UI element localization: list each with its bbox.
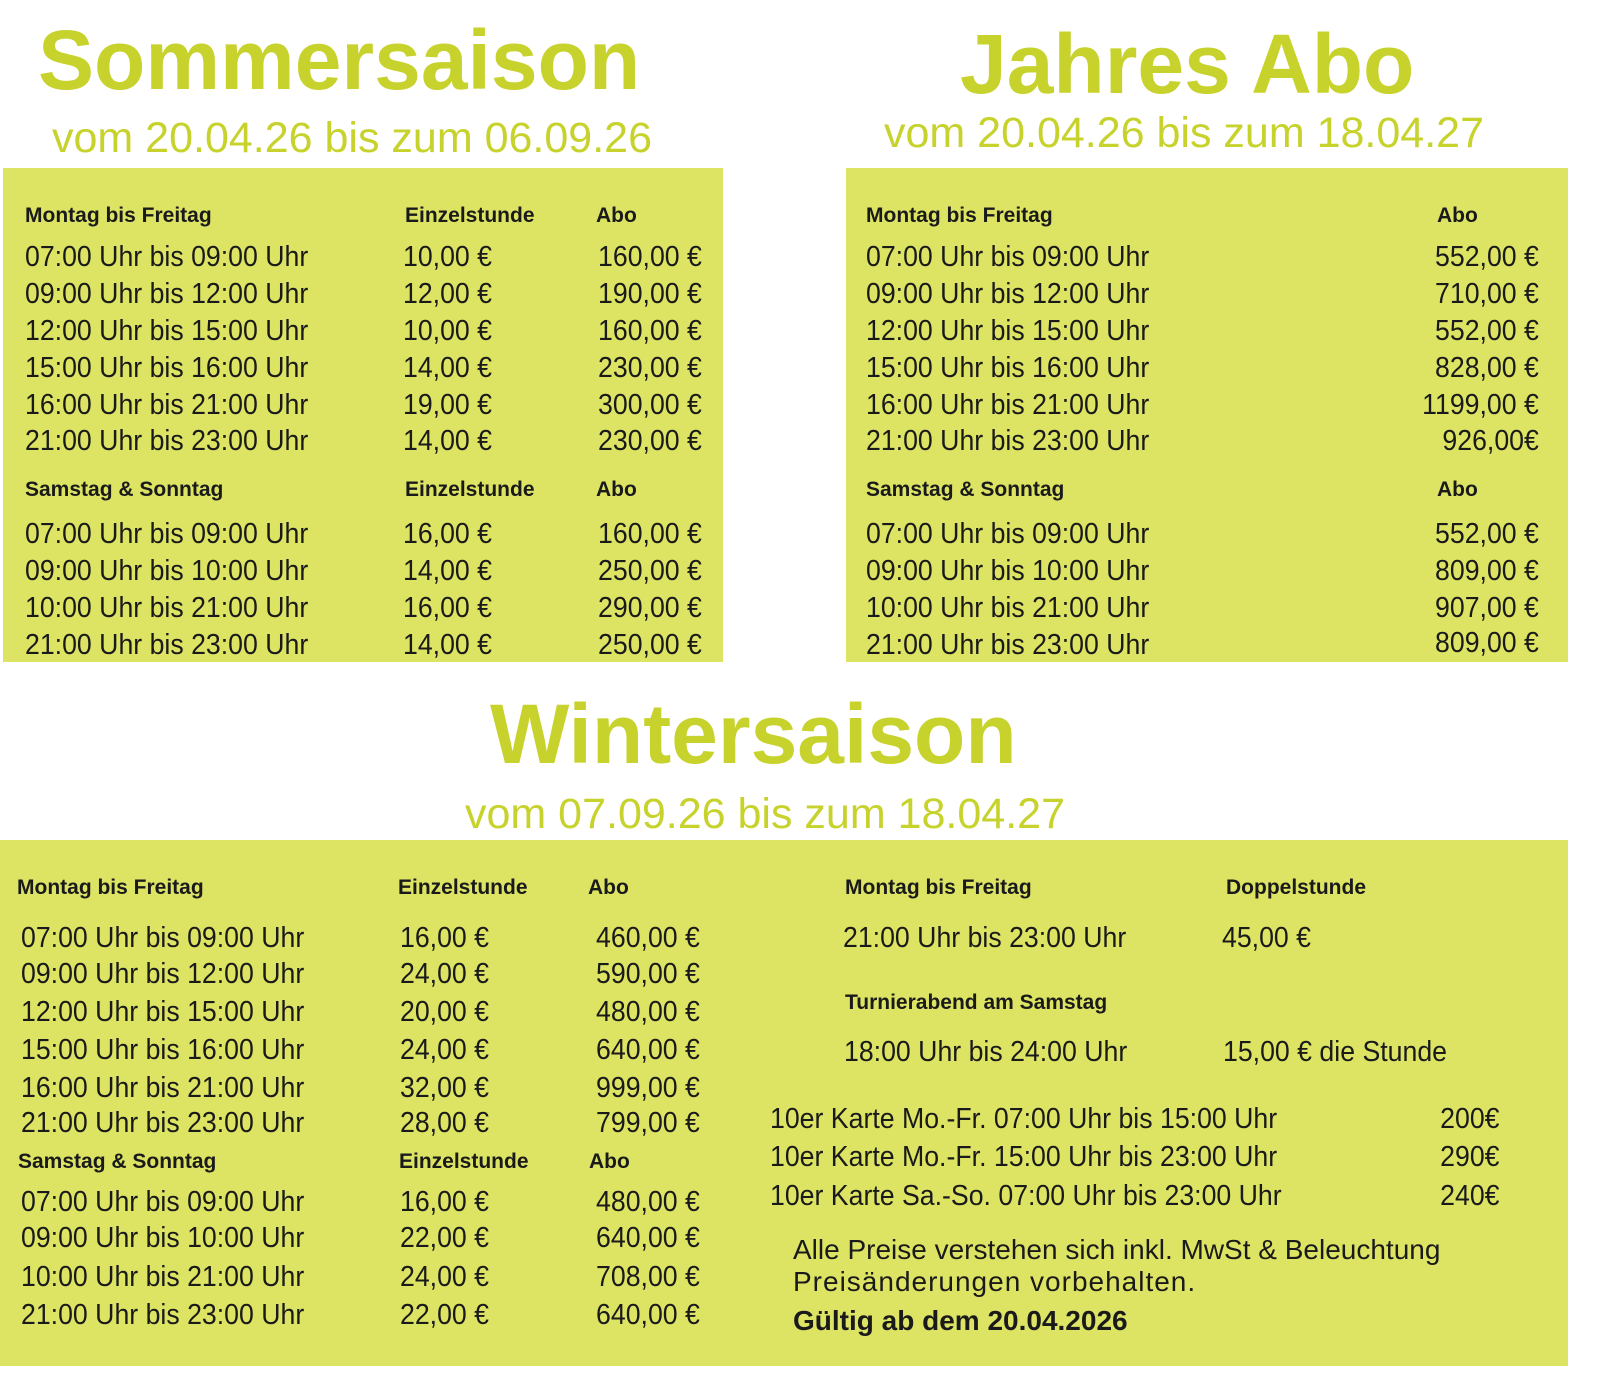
sommer-weekend-abo: 290,00 €: [598, 592, 702, 624]
winter-weekday-single-header: Einzelstunde: [398, 876, 528, 899]
jahres-weekday-time: 12:00 Uhr bis 15:00 Uhr: [866, 315, 1150, 347]
jahres-weekend-time: 09:00 Uhr bis 10:00 Uhr: [866, 555, 1150, 587]
winter-weekend-abo-header: Abo: [589, 1150, 630, 1173]
sommer-weekday-abo-header: Abo: [596, 204, 637, 227]
sommersaison-period: vom 20.04.26 bis zum 06.09.26: [52, 114, 652, 162]
sommer-weekend-abo-header: Abo: [596, 478, 637, 501]
winter-double-header: Doppelstunde: [1226, 876, 1366, 899]
jahres-weekday-abo: 926,00€: [1442, 425, 1539, 457]
winter-weekend-time: 10:00 Uhr bis 21:00 Uhr: [21, 1261, 305, 1293]
sommer-weekday-time: 21:00 Uhr bis 23:00 Uhr: [25, 425, 309, 457]
winter-weekday-time: 16:00 Uhr bis 21:00 Uhr: [21, 1072, 305, 1104]
sommer-weekend-single: 14,00 €: [403, 629, 493, 661]
winter-weekday-abo: 590,00 €: [596, 958, 700, 990]
sommer-weekday-abo: 190,00 €: [598, 278, 702, 310]
winter-weekday-time: 15:00 Uhr bis 16:00 Uhr: [21, 1034, 305, 1066]
winter-weekend-abo: 640,00 €: [596, 1222, 700, 1254]
winter-card-price: 240€: [1440, 1180, 1500, 1212]
sommer-weekday-time: 09:00 Uhr bis 12:00 Uhr: [25, 278, 309, 310]
winter-weekend-label: Samstag & Sonntag: [18, 1150, 217, 1173]
winter-weekday-abo: 999,00 €: [596, 1072, 700, 1104]
sommer-weekend-abo: 160,00 €: [598, 518, 702, 550]
winter-weekend-single: 22,00 €: [400, 1222, 490, 1254]
sommer-weekend-abo: 250,00 €: [598, 629, 702, 661]
winter-weekday-abo: 460,00 €: [596, 922, 700, 954]
sommer-weekend-single: 14,00 €: [403, 555, 493, 587]
sommer-weekday-single: 19,00 €: [403, 389, 493, 421]
jahres-weekday-abo: 1199,00 €: [1422, 389, 1539, 421]
sommer-weekday-single: 10,00 €: [403, 241, 493, 273]
jahres-weekday-time: 16:00 Uhr bis 21:00 Uhr: [866, 389, 1150, 421]
winter-weekend-abo: 708,00 €: [596, 1261, 700, 1293]
sommer-weekday-single-header: Einzelstunde: [405, 204, 535, 227]
jahres-weekend-time: 07:00 Uhr bis 09:00 Uhr: [866, 518, 1150, 550]
winter-weekend-single: 16,00 €: [400, 1186, 490, 1218]
sommer-weekday-abo: 230,00 €: [598, 352, 702, 384]
jahres-weekday-time: 15:00 Uhr bis 16:00 Uhr: [866, 352, 1150, 384]
jahres-abo-title: Jahres Abo: [960, 17, 1415, 111]
sommer-weekend-abo: 250,00 €: [598, 555, 702, 587]
winter-weekday-single: 24,00 €: [400, 1034, 490, 1066]
sommer-weekday-single: 10,00 €: [403, 315, 493, 347]
jahres-weekday-label: Montag bis Freitag: [866, 204, 1053, 227]
sommer-weekday-time: 07:00 Uhr bis 09:00 Uhr: [25, 241, 309, 273]
sommer-weekday-single: 14,00 €: [403, 425, 493, 457]
winter-weekend-abo: 640,00 €: [596, 1299, 700, 1331]
winter-tournament-price: 15,00 € die Stunde: [1223, 1036, 1448, 1068]
winter-weekday-single: 28,00 €: [400, 1107, 490, 1139]
sommer-weekday-abo: 160,00 €: [598, 315, 702, 347]
winter-weekday-time: 07:00 Uhr bis 09:00 Uhr: [21, 922, 305, 954]
sommer-weekday-single: 14,00 €: [403, 352, 493, 384]
wintersaison-period: vom 07.09.26 bis zum 18.04.27: [465, 790, 1065, 838]
winter-double-time: 21:00 Uhr bis 23:00 Uhr: [843, 922, 1127, 954]
winter-weekday-time: 21:00 Uhr bis 23:00 Uhr: [21, 1107, 305, 1139]
winter-double-label: Montag bis Freitag: [845, 876, 1032, 899]
winter-weekday-abo-header: Abo: [588, 876, 629, 899]
sommer-weekday-single: 12,00 €: [403, 278, 493, 310]
price-note-line2: Preisänderungen vorbehalten.: [793, 1266, 1197, 1297]
sommer-weekday-time: 15:00 Uhr bis 16:00 Uhr: [25, 352, 309, 384]
winter-weekday-single: 16,00 €: [400, 922, 490, 954]
jahres-weekend-time: 21:00 Uhr bis 23:00 Uhr: [866, 629, 1150, 661]
sommer-weekend-time: 10:00 Uhr bis 21:00 Uhr: [25, 592, 309, 624]
sommer-weekday-time: 12:00 Uhr bis 15:00 Uhr: [25, 315, 309, 347]
winter-tournament-time: 18:00 Uhr bis 24:00 Uhr: [844, 1036, 1128, 1068]
jahres-weekday-abo: 710,00 €: [1435, 278, 1539, 310]
winter-weekend-time: 21:00 Uhr bis 23:00 Uhr: [21, 1299, 305, 1331]
winter-weekend-single: 24,00 €: [400, 1261, 490, 1293]
jahres-weekday-time: 21:00 Uhr bis 23:00 Uhr: [866, 425, 1150, 457]
jahres-weekend-abo-header: Abo: [1437, 478, 1478, 501]
sommersaison-title: Sommersaison: [38, 13, 641, 107]
winter-card-label: 10er Karte Mo.-Fr. 07:00 Uhr bis 15:00 Uhr: [770, 1103, 1278, 1135]
sommer-weekday-time: 16:00 Uhr bis 21:00 Uhr: [25, 389, 309, 421]
sommer-weekend-time: 21:00 Uhr bis 23:00 Uhr: [25, 629, 309, 661]
sommer-weekend-single-header: Einzelstunde: [405, 478, 535, 501]
sommer-weekend-time: 09:00 Uhr bis 10:00 Uhr: [25, 555, 309, 587]
jahres-abo-period: vom 20.04.26 bis zum 18.04.27: [884, 109, 1484, 157]
winter-weekday-abo: 640,00 €: [596, 1034, 700, 1066]
winter-card-label: 10er Karte Mo.-Fr. 15:00 Uhr bis 23:00 Uhr: [770, 1141, 1278, 1173]
sommer-weekday-label: Montag bis Freitag: [25, 204, 212, 227]
winter-weekend-time: 07:00 Uhr bis 09:00 Uhr: [21, 1186, 305, 1218]
sommer-weekend-time: 07:00 Uhr bis 09:00 Uhr: [25, 518, 309, 550]
jahres-weekend-abo: 552,00 €: [1435, 518, 1539, 550]
jahres-weekday-time: 07:00 Uhr bis 09:00 Uhr: [866, 241, 1150, 273]
jahres-weekend-abo: 809,00 €: [1435, 627, 1539, 659]
sommer-weekend-single: 16,00 €: [403, 592, 493, 624]
winter-weekend-abo: 480,00 €: [596, 1186, 700, 1218]
winter-weekend-single-header: Einzelstunde: [399, 1150, 529, 1173]
winter-weekday-time: 12:00 Uhr bis 15:00 Uhr: [21, 996, 305, 1028]
jahres-weekday-abo: 552,00 €: [1435, 315, 1539, 347]
jahres-weekday-abo: 828,00 €: [1435, 352, 1539, 384]
winter-weekday-single: 20,00 €: [400, 996, 490, 1028]
sommer-weekday-abo: 300,00 €: [598, 389, 702, 421]
jahres-weekday-time: 09:00 Uhr bis 12:00 Uhr: [866, 278, 1150, 310]
jahres-weekend-abo: 809,00 €: [1435, 555, 1539, 587]
winter-card-price: 290€: [1440, 1141, 1500, 1173]
sommer-weekday-abo: 230,00 €: [598, 425, 702, 457]
winter-tournament-label: Turnierabend am Samstag: [845, 991, 1108, 1014]
winter-weekday-time: 09:00 Uhr bis 12:00 Uhr: [21, 958, 305, 990]
jahres-weekday-abo: 552,00 €: [1435, 241, 1539, 273]
wintersaison-title: Wintersaison: [490, 687, 1017, 781]
winter-weekend-time: 09:00 Uhr bis 10:00 Uhr: [21, 1222, 305, 1254]
jahres-weekday-abo-header: Abo: [1437, 204, 1478, 227]
winter-double-price: 45,00 €: [1222, 922, 1312, 954]
winter-weekday-single: 24,00 €: [400, 958, 490, 990]
sommer-weekday-abo: 160,00 €: [598, 241, 702, 273]
winter-weekend-single: 22,00 €: [400, 1299, 490, 1331]
winter-weekday-label: Montag bis Freitag: [17, 876, 204, 899]
valid-from-note: Gültig ab dem 20.04.2026: [793, 1305, 1128, 1336]
jahres-weekend-time: 10:00 Uhr bis 21:00 Uhr: [866, 592, 1150, 624]
sommer-weekend-label: Samstag & Sonntag: [25, 478, 224, 501]
winter-weekday-single: 32,00 €: [400, 1072, 490, 1104]
winter-weekday-abo: 480,00 €: [596, 996, 700, 1028]
price-note-line1: Alle Preise verstehen sich inkl. MwSt & Beleuchtung: [793, 1234, 1441, 1265]
jahres-weekend-abo: 907,00 €: [1435, 592, 1539, 624]
jahres-weekend-label: Samstag & Sonntag: [866, 478, 1065, 501]
sommer-weekend-single: 16,00 €: [403, 518, 493, 550]
winter-card-price: 200€: [1440, 1103, 1500, 1135]
winter-weekday-abo: 799,00 €: [596, 1107, 700, 1139]
winter-card-label: 10er Karte Sa.-So. 07:00 Uhr bis 23:00 Uhr: [770, 1180, 1282, 1212]
